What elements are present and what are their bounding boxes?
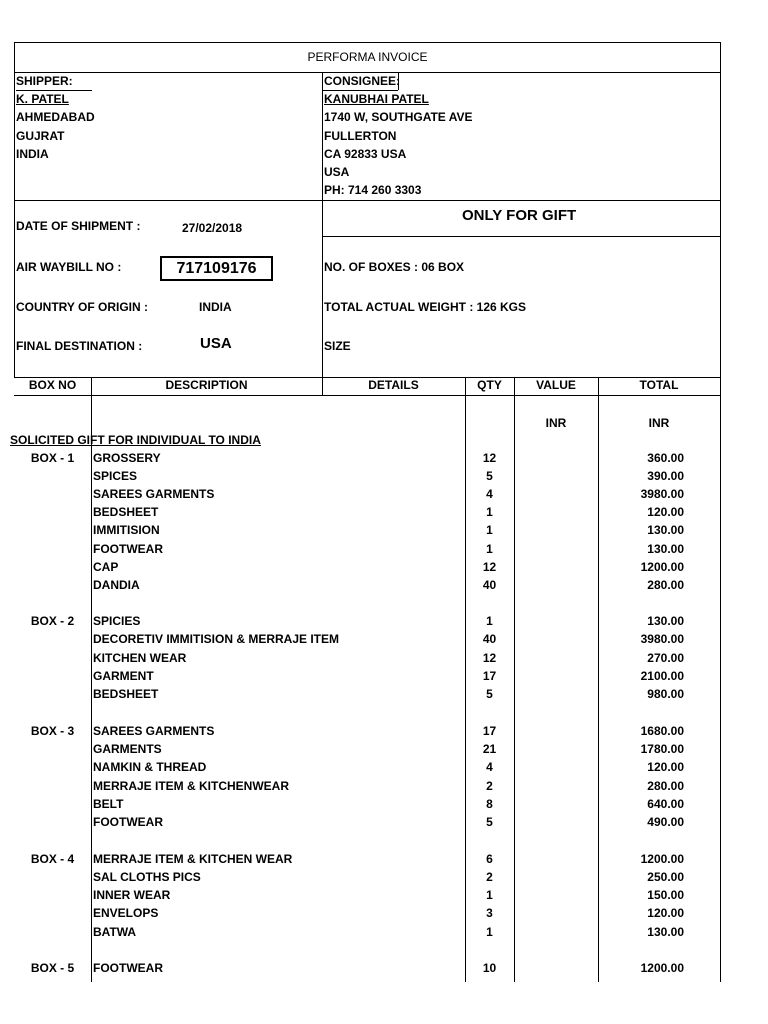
item-qty: 17 <box>482 724 497 738</box>
item-description: DECORETIV IMMITISION & MERRAJE ITEM <box>93 632 340 646</box>
item-total: 1200.00 <box>640 852 684 866</box>
item-total: 360.00 <box>647 451 684 465</box>
item-description: INNER WEAR <box>93 888 171 902</box>
item-description: GARMENTS <box>93 742 162 756</box>
item-qty: 1 <box>486 614 493 628</box>
item-total: 280.00 <box>647 779 684 793</box>
frame-top-line <box>14 42 721 43</box>
item-total: 3980.00 <box>640 632 684 646</box>
item-qty: 2 <box>486 870 493 884</box>
item-qty: 4 <box>486 760 493 774</box>
item-total: 130.00 <box>647 523 684 537</box>
item-total: 640.00 <box>647 797 684 811</box>
item-total: 1200.00 <box>640 961 684 975</box>
item-qty: 6 <box>486 852 493 866</box>
shipper-line: AHMEDABAD <box>16 110 95 124</box>
gift-note: ONLY FOR GIFT <box>462 207 577 224</box>
item-description: BEDSHEET <box>93 505 159 519</box>
item-qty: 17 <box>482 669 497 683</box>
item-description: FOOTWEAR <box>93 815 163 829</box>
item-description: SAREES GARMENTS <box>93 724 215 738</box>
consignee-underline <box>323 90 398 91</box>
consignee-label: CONSIGNEE: <box>324 74 401 88</box>
box-number: BOX - 3 <box>30 724 75 738</box>
item-qty: 1 <box>486 505 493 519</box>
item-qty: 1 <box>486 925 493 939</box>
consignee-line: USA <box>324 165 350 179</box>
item-description: FOOTWEAR <box>93 542 163 556</box>
item-total: 390.00 <box>647 469 684 483</box>
invoice-title: PERFORMA INVOICE <box>307 50 428 64</box>
header-qty: QTY <box>477 378 502 392</box>
shipper-label: SHIPPER: <box>16 74 73 88</box>
item-description: IMMITISION <box>93 523 160 537</box>
box-number: BOX - 5 <box>30 961 75 975</box>
consignee-line: FULLERTON <box>324 129 397 143</box>
item-qty: 8 <box>486 797 493 811</box>
gift-divider <box>322 236 721 237</box>
item-total: 1680.00 <box>640 724 684 738</box>
item-description: FOOTWEAR <box>93 961 163 975</box>
item-total: 150.00 <box>647 888 684 902</box>
shipper-name: K. PATEL <box>16 92 69 106</box>
item-total: 980.00 <box>647 687 684 701</box>
box-number: BOX - 4 <box>30 852 75 866</box>
box-number: BOX - 2 <box>30 614 75 628</box>
item-qty: 1 <box>486 523 493 537</box>
item-total: 120.00 <box>647 906 684 920</box>
party-divider <box>14 200 721 201</box>
box-number: BOX - 1 <box>30 451 75 465</box>
section-title: SOLICITED GIFT FOR INDIVIDUAL TO INDIA <box>10 433 261 447</box>
item-total: 250.00 <box>647 870 684 884</box>
item-qty: 21 <box>482 742 497 756</box>
shipper-line: GUJRAT <box>16 129 65 143</box>
frame-left-line <box>14 42 15 378</box>
header-value: VALUE <box>536 378 576 392</box>
air-waybill-value: 717109176 <box>160 256 273 281</box>
item-total: 130.00 <box>647 614 684 628</box>
header-box-no: BOX NO <box>28 378 77 392</box>
item-total: 130.00 <box>647 925 684 939</box>
item-total: 490.00 <box>647 815 684 829</box>
item-description: KITCHEN WEAR <box>93 651 187 665</box>
party-center-line <box>322 72 323 378</box>
item-qty: 2 <box>486 779 493 793</box>
total-weight: TOTAL ACTUAL WEIGHT : 126 KGS <box>324 300 527 314</box>
header-description: DESCRIPTION <box>165 378 248 392</box>
header-bottom-line <box>14 395 721 396</box>
item-description: BATWA <box>93 925 137 939</box>
size-label: SIZE <box>324 339 351 353</box>
item-total: 3980.00 <box>640 487 684 501</box>
item-qty: 5 <box>486 469 493 483</box>
item-qty: 3 <box>486 906 493 920</box>
item-description: SPICIES <box>93 614 141 628</box>
frame-right-line <box>720 42 721 982</box>
item-total: 120.00 <box>647 505 684 519</box>
shipment-date-value: 27/02/2018 <box>182 221 243 235</box>
item-qty: 12 <box>482 451 497 465</box>
consignee-line: 1740 W, SOUTHGATE AVE <box>324 110 473 124</box>
item-description: SPICES <box>93 469 138 483</box>
item-description: GARMENT <box>93 669 154 683</box>
item-total: 270.00 <box>647 651 684 665</box>
item-qty: 12 <box>482 560 497 574</box>
item-qty: 5 <box>486 815 493 829</box>
header-details: DETAILS <box>368 378 419 392</box>
item-description: CAP <box>93 560 119 574</box>
item-description: SAL CLOTHS PICS <box>93 870 201 884</box>
shipper-line: INDIA <box>16 147 49 161</box>
destination-value: USA <box>200 335 232 352</box>
air-waybill-label: AIR WAYBILL NO : <box>16 260 122 274</box>
item-qty: 5 <box>486 687 493 701</box>
currency-value: INR <box>545 416 567 430</box>
shipment-date-label: DATE OF SHIPMENT : <box>16 219 141 233</box>
currency-total: INR <box>648 416 670 430</box>
item-description: SAREES GARMENTS <box>93 487 215 501</box>
shipper-underline <box>16 90 92 91</box>
header-total: TOTAL <box>639 378 679 392</box>
item-total: 1200.00 <box>640 560 684 574</box>
item-description: GROSSERY <box>93 451 161 465</box>
item-qty: 12 <box>482 651 497 665</box>
consignee-name: KANUBHAI PATEL <box>324 92 429 106</box>
item-qty: 1 <box>486 542 493 556</box>
item-description: NAMKIN & THREAD <box>93 760 207 774</box>
item-qty: 10 <box>482 961 497 975</box>
item-description: BELT <box>93 797 124 811</box>
item-total: 1780.00 <box>640 742 684 756</box>
boxes-count: NO. OF BOXES : 06 BOX <box>324 260 465 274</box>
consignee-phone: PH: 714 260 3303 <box>324 183 422 197</box>
item-total: 120.00 <box>647 760 684 774</box>
item-description: DANDIA <box>93 578 140 592</box>
item-qty: 40 <box>482 632 497 646</box>
destination-label: FINAL DESTINATION : <box>16 339 143 353</box>
item-description: ENVELOPS <box>93 906 159 920</box>
item-total: 130.00 <box>647 542 684 556</box>
item-description: BEDSHEET <box>93 687 159 701</box>
item-qty: 40 <box>482 578 497 592</box>
item-qty: 1 <box>486 888 493 902</box>
item-total: 280.00 <box>647 578 684 592</box>
item-total: 2100.00 <box>640 669 684 683</box>
origin-label: COUNTRY OF ORIGIN : <box>16 300 148 314</box>
col-line-box <box>91 377 92 982</box>
origin-value: INDIA <box>199 300 232 314</box>
consignee-line: CA 92833 USA <box>324 147 407 161</box>
item-description: MERRAJE ITEM & KITCHENWEAR <box>93 779 290 793</box>
title-divider <box>14 72 721 73</box>
item-qty: 4 <box>486 487 493 501</box>
col-line-qty <box>514 377 515 982</box>
item-description: MERRAJE ITEM & KITCHEN WEAR <box>93 852 293 866</box>
